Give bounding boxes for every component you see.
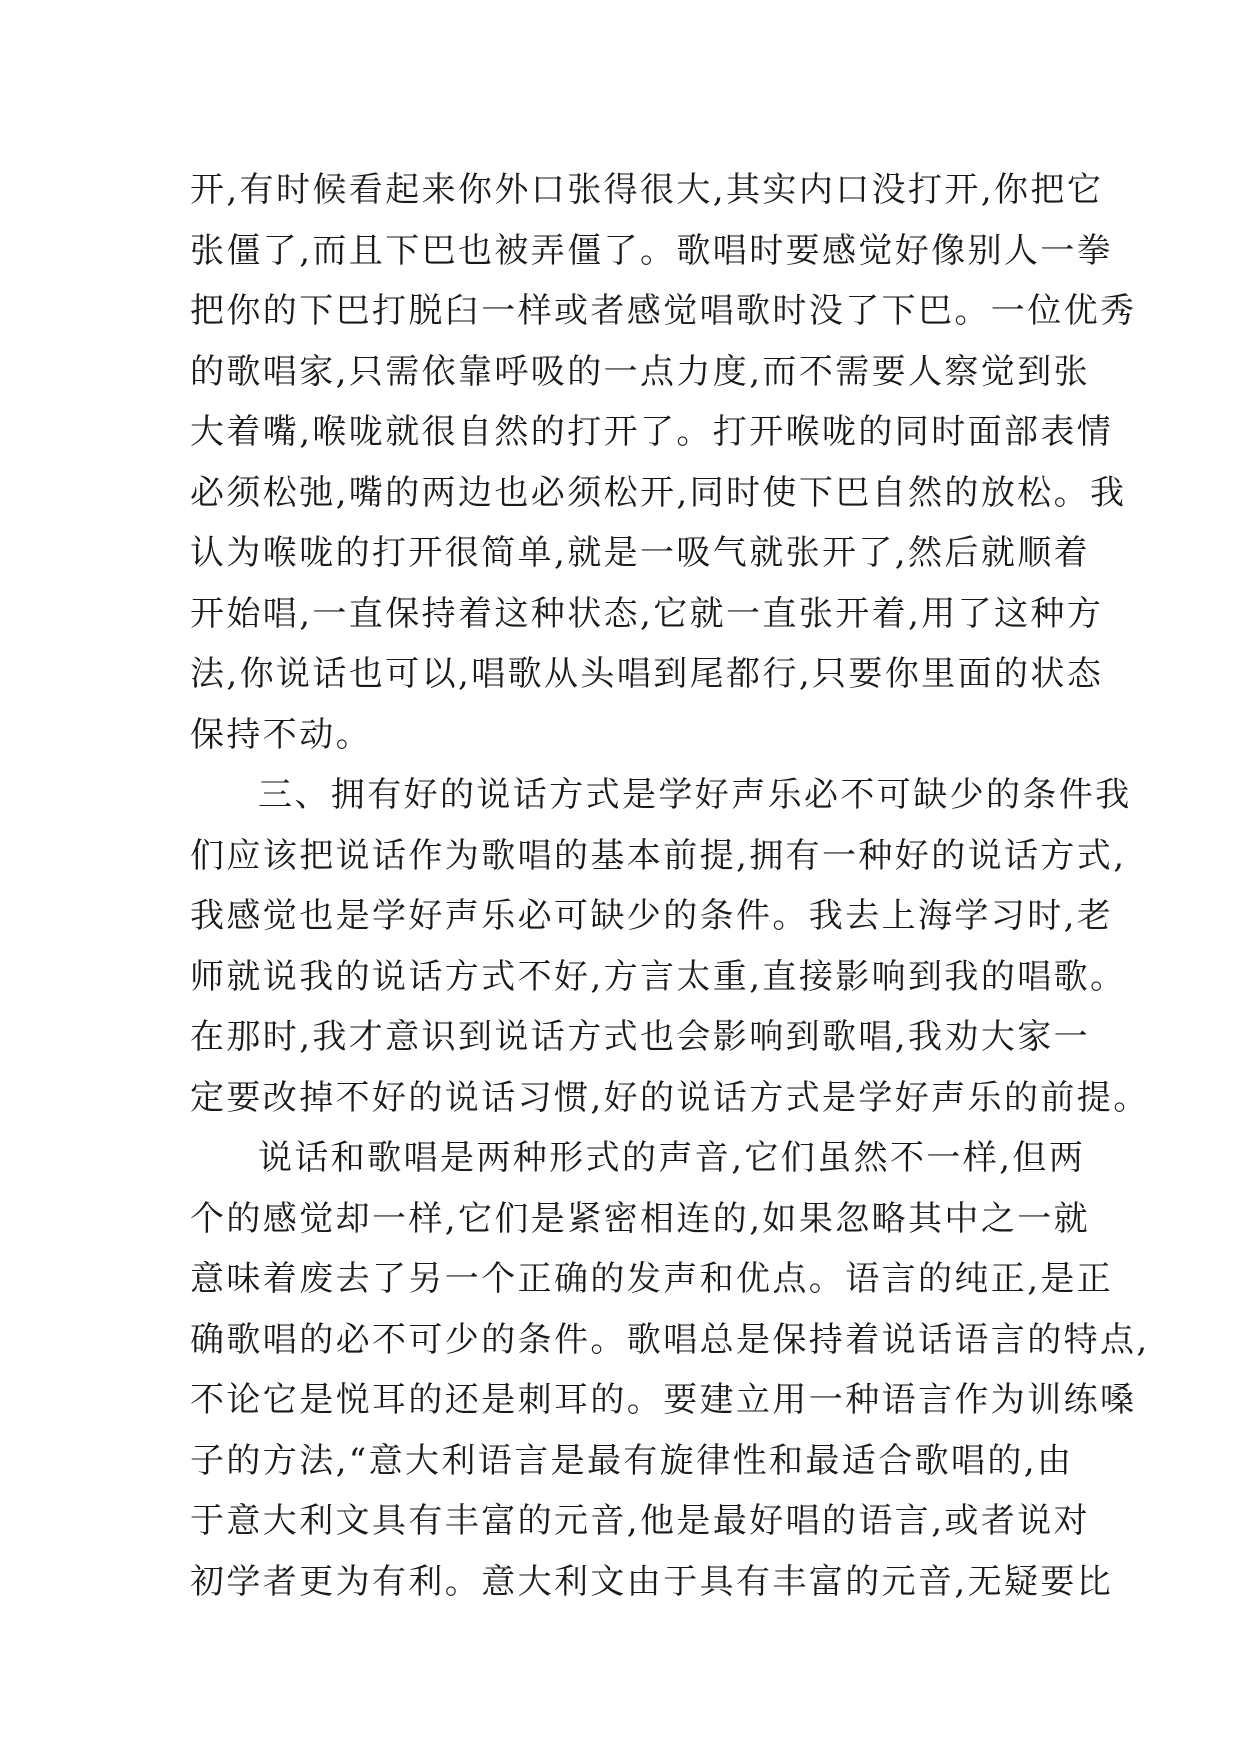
- text-line: 意味着废去了另一个正确的发声和优点。语言的纯正,是正: [190, 1259, 1114, 1299]
- text-line: 法,你说话也可以,唱歌从头唱到尾都行,只要你里面的状态: [190, 654, 1104, 694]
- text-line: 个的感觉却一样,它们是紧密相连的,如果忽略其中之一就: [190, 1198, 1091, 1239]
- text-line: 三、拥有好的说话方式是学好声乐必不可缺少的条件我: [258, 775, 1132, 815]
- text-line: 们应该把说话作为歌唱的基本前提,拥有一种好的说话方式,: [190, 835, 1127, 876]
- text-line: 必须松弛,嘴的两边也必须松开,同时使下巴自然的放松。我: [190, 472, 1127, 513]
- text-line: 把你的下巴打脱臼一样或者感觉唱歌时没了下巴。一位优秀: [190, 291, 1137, 331]
- text-line: 初学者更为有利。意大利文由于具有丰富的元音,无疑要比: [190, 1561, 1114, 1602]
- text-line: 不论它是悦耳的还是刺耳的。要建立用一种语言作为训练嗓: [190, 1380, 1137, 1420]
- text-line: 定要改掉不好的说话习惯,好的说话方式是学好声乐的前提。: [190, 1077, 1150, 1118]
- text-line: 开始唱,一直保持着这种状态,它就一直张开着,用了这种方: [190, 593, 1104, 634]
- text-line: 开,有时候看起来你外口张得很大,其实内口没打开,你把它: [190, 170, 1104, 210]
- body-text: [190, 160, 1150, 1612]
- text-line: 子的方法,“意大利语言是最有旋律性和最适合歌唱的,由: [190, 1440, 1074, 1481]
- text-line: 我感觉也是学好声乐必可缺少的条件。我去上海学习时,老: [190, 896, 1114, 936]
- text-line: 师就说我的说话方式不好,方言太重,直接影响到我的唱歌。: [190, 956, 1127, 997]
- text-line: 的歌唱家,只需依靠呼吸的一点力度,而不需要人察觉到张: [190, 351, 1091, 392]
- text-line: 于意大利文具有丰富的元音,他是最好唱的语言,或者说对: [190, 1501, 1091, 1541]
- text-line: 说话和歌唱是两种形式的声音,它们虽然不一样,但两: [258, 1138, 1086, 1178]
- text-line: 张僵了,而且下巴也被弄僵了。歌唱时要感觉好像别人一拳: [190, 230, 1114, 271]
- text-line: 保持不动。: [190, 714, 372, 755]
- text-line: 大着嘴,喉咙就很自然的打开了。打开喉咙的同时面部表情: [190, 412, 1114, 452]
- text-line: 认为喉咙的打开很简单,就是一吸气就张开了,然后就顺着: [190, 533, 1091, 573]
- text-line: 确歌唱的必不可少的条件。歌唱总是保持着说话语言的特点,: [190, 1319, 1150, 1360]
- text-line: 在那时,我才意识到说话方式也会影响到歌唱,我劝大家一: [190, 1017, 1091, 1057]
